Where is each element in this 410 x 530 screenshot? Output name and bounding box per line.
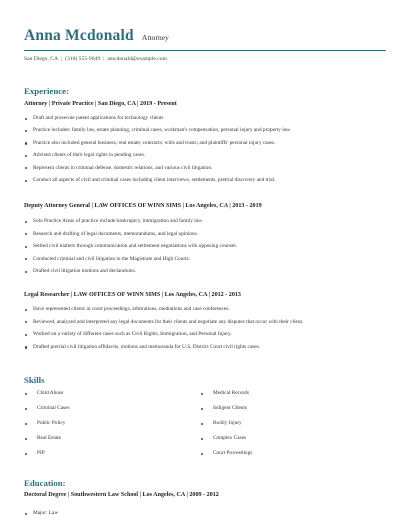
bullet-icon — [201, 408, 203, 410]
bullet-icon — [25, 438, 27, 440]
bullet-icon — [25, 118, 27, 120]
bullet-icon — [25, 334, 27, 336]
bullet-icon — [25, 233, 27, 235]
bullet-icon — [25, 271, 27, 273]
list-item: Conducted criminal and civil litigation in the Magistrate and High Courts. — [24, 256, 386, 269]
skills-heading: Skills — [24, 375, 45, 385]
bullet-icon — [25, 258, 27, 260]
contact-location: San Diego, CA — [24, 56, 59, 62]
candidate-role: Attorney — [141, 33, 169, 42]
job-title: Attorney | Private Practice | San Diego, CA | 2019 - Present — [24, 101, 177, 107]
bullet-icon — [201, 438, 203, 440]
contact-phone: (310) 555-9649 — [65, 56, 101, 62]
bullet-icon — [25, 513, 27, 515]
list-item: Worked on a variety of different cases such as Civil Rights, Immigration, and Personal Injury. — [24, 331, 386, 344]
skill-item: PIP — [24, 450, 45, 456]
list-item: Reviewed, analyzed and interpreted any legal documents for their clients and negotiate any disputes that occur with their client. — [24, 319, 386, 332]
list-item: Advised clients of their legal rights in pending cases. — [24, 152, 386, 164]
bullet-icon — [25, 155, 27, 157]
job-bullets — [24, 115, 386, 189]
header-divider — [24, 50, 386, 51]
contact-email[interactable]: amcdonald@example.com — [107, 56, 167, 62]
contact-separator: | — [103, 56, 105, 62]
list-item: Practice also included general business; real estate; contracts; wills and trusts; and plaintiffs' personal injury cases. — [24, 140, 386, 152]
skill-item: Criminal Cases — [24, 405, 70, 411]
contact-line — [24, 56, 167, 62]
list-item: Research and drafting of legal documents, memorandums, and legal opinions. — [24, 231, 386, 244]
job-title: Legal Researcher | LAW OFFICES OF WINN SIMS | Los Angeles, CA | 2012 - 2013 — [24, 292, 241, 298]
candidate-name: Anna Mcdonald — [24, 27, 134, 44]
bullet-icon — [25, 346, 27, 348]
bullet-icon — [25, 221, 27, 223]
bullet-icon — [25, 408, 27, 410]
skill-item: Complex Cases — [200, 435, 246, 441]
header — [24, 27, 169, 45]
list-item: Drafted civil litigation motions and declarations. — [24, 268, 386, 281]
bullet-icon — [25, 453, 27, 455]
list-item: Settled civil matters through communication and settlement negotiations with opposing counsel. — [24, 243, 386, 256]
bullet-icon — [25, 393, 27, 395]
bullet-icon — [25, 423, 27, 425]
list-item: Practice includes: family law, estate planning, criminal cases, workman's compensation, personal injury and property law. — [24, 127, 386, 139]
experience-heading: Experience: — [24, 86, 69, 96]
list-item: Draft and prosecute patent applications for technology clients — [24, 115, 386, 127]
bullet-icon — [25, 130, 27, 132]
skill-item: Bodily Injury — [200, 420, 242, 426]
bullet-icon — [201, 393, 203, 395]
bullet-icon — [25, 246, 27, 248]
list-item: Drafted pretrial civil litigation affidavits, motions and memoranda for U.S. District Court civil rights cases. — [24, 344, 386, 357]
education-heading: Education: — [24, 478, 66, 488]
skill-item: Court Proceedings — [200, 450, 252, 456]
skill-item: Medical Records — [200, 390, 249, 396]
list-item: Have represented clients in court proceedings, arbitrations, mediations and case conferences. — [24, 306, 386, 319]
skill-item: Public Policy — [24, 420, 65, 426]
list-item: Solo Practice Areas of practice include bankruptcy, immigration and family law. — [24, 218, 386, 231]
skill-item: Child Abuse — [24, 390, 63, 396]
bullet-icon — [201, 423, 203, 425]
job-bullets — [24, 306, 386, 356]
bullet-icon — [25, 321, 27, 323]
degree-title: Doctoral Degree | Southwestern Law School | Los Angeles, CA | 2009 - 2012 — [24, 492, 219, 498]
contact-separator: | — [61, 56, 63, 62]
bullet-icon — [201, 453, 203, 455]
bullet-icon — [25, 167, 27, 169]
bullet-icon — [25, 309, 27, 311]
skill-item: Real Estate — [24, 435, 61, 441]
bullet-icon — [25, 142, 27, 144]
list-item: Conduct all aspects of civil and criminal cases including client interviews, settlements, pretrial discovery and trial. — [24, 177, 386, 189]
skill-item: Indigent Clients — [200, 405, 247, 411]
education-bullets — [24, 510, 386, 522]
list-item: Represent clients in criminal defense, domestic relations, and various civil litigation. — [24, 165, 386, 177]
job-bullets — [24, 218, 386, 281]
bullet-icon — [25, 180, 27, 182]
job-title: Deputy Attorney General | LAW OFFICES OF WINN SIMS | Los Angeles, CA | 2013 - 2019 — [24, 203, 262, 209]
list-item: Major: Law — [24, 510, 386, 522]
